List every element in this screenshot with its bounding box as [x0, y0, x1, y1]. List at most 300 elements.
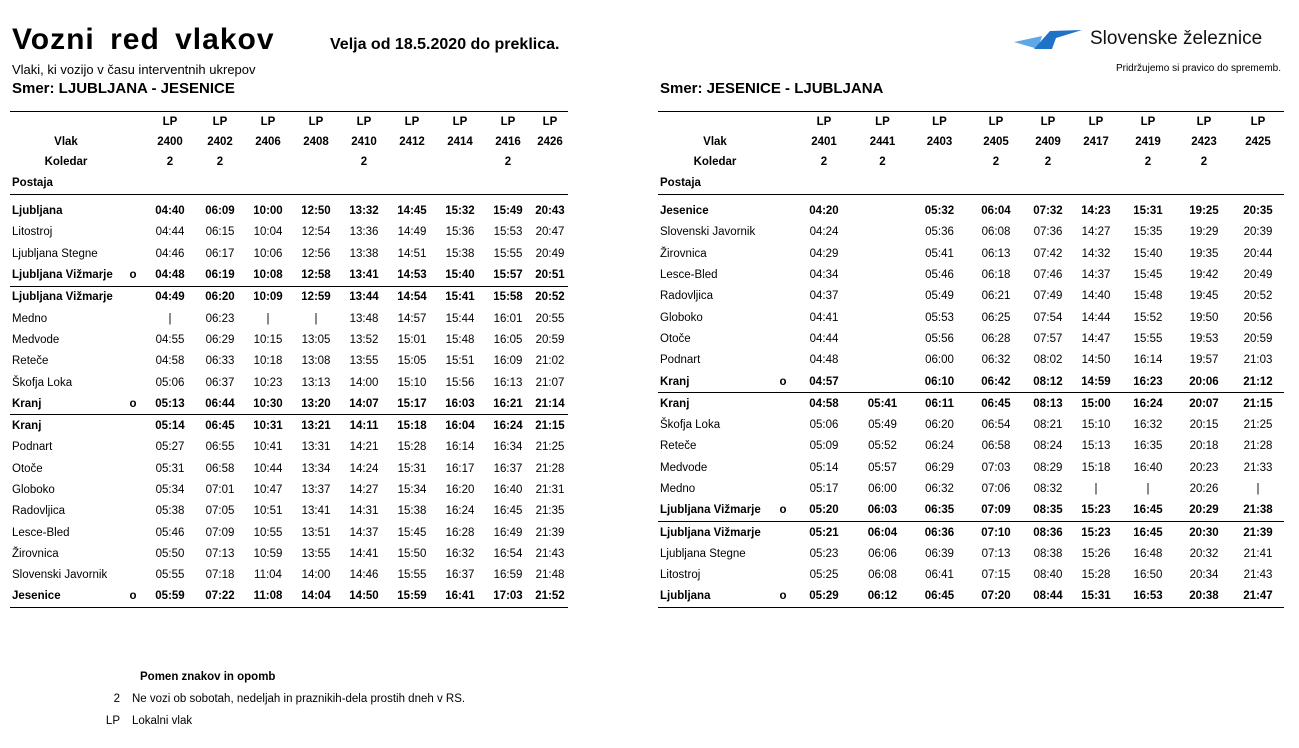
time-cell: 13:05	[301, 333, 331, 346]
station-name: Jesenice	[660, 205, 709, 218]
arrival-mark	[772, 521, 794, 543]
table-row	[10, 201, 568, 222]
time-cell: 20:47	[535, 226, 565, 239]
train-number-row-cell: 2426	[537, 136, 563, 148]
time-cell: 15:40	[1133, 247, 1163, 260]
time-cell: 04:48	[809, 354, 839, 367]
time-cell: 04:48	[144, 264, 196, 286]
time-cell: 06:00	[925, 354, 954, 367]
station-name: Podnart	[12, 441, 53, 454]
calendar-row-cell: 2	[879, 156, 886, 168]
time-cell: 14:57	[397, 312, 427, 325]
time-cell: 20:56	[1243, 311, 1273, 324]
time-cell: 14:23	[1081, 205, 1111, 218]
time-cell: 16:59	[493, 569, 523, 582]
time-cell: 15:26	[1081, 547, 1111, 560]
time-cell	[854, 264, 911, 285]
time-cell: |	[1146, 483, 1150, 495]
time-cell: 15:23	[1072, 500, 1120, 522]
time-cell: 04:58	[155, 355, 185, 368]
time-cell: 07:06	[981, 483, 1011, 495]
time-cell: 04:46	[155, 247, 185, 260]
station-name: Lesce-Bled	[660, 269, 718, 282]
time-cell: 13:36	[349, 226, 379, 239]
time-cell: 17:03	[493, 590, 523, 603]
time-cell: 14:41	[349, 547, 379, 560]
header-label: Vlak	[703, 136, 727, 148]
time-cell: 06:37	[205, 376, 235, 389]
calendar-row-cell	[532, 152, 568, 172]
table-row	[658, 543, 1284, 564]
time-cell: 08:38	[1033, 547, 1063, 560]
time-cell: 16:24	[493, 420, 523, 433]
time-cell: 14:49	[397, 226, 427, 239]
time-cell: 12:54	[301, 226, 331, 239]
table-row	[658, 393, 1284, 415]
timetable-jesenice-ljubljana	[658, 111, 1284, 608]
time-cell: 16:28	[445, 526, 475, 539]
time-cell: 20:30	[1189, 526, 1219, 539]
legend-item	[90, 715, 192, 727]
time-cell: 08:32	[1033, 483, 1063, 495]
time-cell	[854, 286, 911, 307]
direction-left: Smer: LJUBLJANA - JESENICE	[12, 80, 235, 97]
train-type-row-cell: LP	[1250, 116, 1266, 128]
time-cell: 06:17	[205, 247, 235, 260]
time-cell: 12:58	[292, 264, 340, 286]
header-label: Vlak	[54, 136, 78, 148]
time-cell: 21:14	[532, 393, 568, 415]
calendar-row	[10, 152, 568, 172]
time-cell: 05:14	[155, 420, 185, 433]
time-cell: 16:17	[445, 462, 475, 475]
time-cell: 05:57	[868, 461, 897, 474]
arrival-mark	[122, 479, 144, 500]
time-cell: 19:53	[1189, 332, 1219, 345]
time-cell: 05:14	[809, 461, 839, 474]
arrival-mark: o	[129, 590, 137, 603]
time-cell: 05:17	[809, 483, 839, 495]
time-cell: 10:51	[253, 505, 283, 518]
time-cell: 08:13	[1033, 397, 1063, 410]
validity-note: Velja od 18.5.2020 do preklica.	[330, 36, 560, 53]
time-cell: 07:46	[1033, 269, 1063, 282]
table-row	[10, 522, 568, 543]
time-cell: 06:08	[981, 226, 1011, 239]
time-cell: |	[266, 312, 270, 325]
time-cell: 10:23	[253, 376, 283, 389]
table-row	[658, 371, 1284, 393]
table-row	[10, 458, 568, 479]
time-cell: 06:54	[981, 419, 1011, 432]
time-cell: 15:31	[1133, 205, 1163, 218]
time-cell: 06:55	[205, 441, 235, 454]
table-row	[658, 565, 1284, 586]
header-label	[10, 112, 122, 133]
time-cell: 05:50	[155, 547, 185, 560]
time-cell: 15:13	[1081, 440, 1111, 453]
time-cell: 15:38	[397, 505, 427, 518]
time-cell: 20:59	[535, 333, 565, 346]
time-cell: 10:59	[253, 547, 283, 560]
table-row	[658, 500, 1284, 522]
time-cell: 04:24	[809, 226, 839, 239]
table-row	[658, 478, 1284, 499]
time-cell: 10:44	[253, 462, 283, 475]
postaja-label: Postaja	[658, 172, 1284, 194]
time-cell: 06:45	[205, 420, 235, 433]
time-cell: 06:36	[924, 526, 955, 539]
time-cell: 19:42	[1189, 269, 1219, 282]
time-cell: 12:56	[301, 247, 331, 260]
time-cell: 07:15	[981, 569, 1011, 582]
time-cell: 21:43	[535, 547, 565, 560]
time-cell: 10:15	[253, 333, 283, 346]
time-cell: 16:34	[493, 441, 523, 454]
calendar-row-cell	[388, 152, 436, 172]
time-cell: 06:23	[205, 312, 235, 325]
arrival-mark: o	[122, 393, 144, 415]
time-cell: 04:49	[155, 291, 185, 304]
time-cell: 15:44	[445, 312, 475, 325]
time-cell: 04:29	[809, 247, 839, 260]
train-type-row-cell: LP	[932, 116, 947, 128]
train-type-row-cell: LP	[988, 116, 1004, 128]
time-cell: 07:09	[205, 526, 235, 539]
time-cell: 08:29	[1033, 461, 1063, 474]
station-name: Slovenski Javornik	[12, 569, 108, 582]
time-cell: 21:15	[1243, 397, 1273, 410]
time-cell: 16:37	[445, 569, 475, 582]
time-cell: 16:01	[493, 312, 523, 325]
station-name: Lesce-Bled	[12, 526, 70, 539]
time-cell: 15:55	[397, 569, 427, 582]
logo-text: Slovenske železnice	[1090, 28, 1263, 49]
time-cell: 20:52	[535, 291, 565, 304]
station-name: Podnart	[660, 354, 701, 367]
time-cell: 06:28	[981, 332, 1011, 345]
time-cell: 06:18	[981, 269, 1011, 282]
station-name: Radovljica	[12, 505, 66, 518]
time-cell: 12:50	[301, 205, 331, 218]
time-cell: 07:10	[981, 526, 1011, 539]
time-cell: 05:34	[155, 484, 185, 496]
time-cell: 15:10	[397, 376, 427, 389]
train-type-row-cell: LP	[1140, 116, 1156, 128]
calendar-row-cell: 2	[992, 156, 1000, 168]
time-cell: 04:41	[809, 311, 839, 324]
time-cell: 06:04	[867, 526, 898, 539]
time-cell: 10:55	[253, 526, 283, 539]
time-cell: 20:55	[535, 312, 565, 325]
time-cell: 20:35	[1243, 205, 1273, 218]
train-type-row-cell: LP	[542, 116, 558, 128]
time-cell: 16:50	[1133, 569, 1163, 582]
train-number-row-cell: 2416	[495, 136, 521, 148]
time-cell: 05:09	[809, 440, 839, 453]
time-cell: 16:14	[445, 441, 475, 454]
train-type-row-cell: LP	[816, 116, 832, 128]
arrival-mark	[122, 543, 144, 564]
time-cell: 06:29	[205, 333, 235, 346]
time-cell: 16:24	[445, 505, 475, 518]
time-cell: 20:49	[535, 247, 565, 260]
time-cell: 15:50	[397, 547, 427, 560]
time-cell: 19:25	[1189, 205, 1219, 218]
station-name: Globoko	[12, 484, 55, 496]
arrival-mark	[772, 328, 794, 349]
table-row	[658, 328, 1284, 349]
time-cell: 14:59	[1072, 371, 1120, 393]
time-cell: 06:00	[868, 483, 897, 495]
train-type-row-cell: LP	[356, 116, 372, 128]
time-cell: 14:40	[1081, 290, 1111, 303]
time-cell: 04:34	[809, 269, 839, 282]
table-row	[658, 243, 1284, 264]
station-name: Medno	[12, 312, 48, 325]
time-cell: 15:10	[1081, 419, 1111, 432]
time-cell: 14:04	[301, 590, 331, 603]
time-cell: 05:29	[809, 590, 839, 603]
time-cell: 04:37	[809, 290, 839, 303]
time-cell: 13:31	[301, 441, 331, 454]
header-spacer	[772, 132, 794, 152]
time-cell: 21:48	[535, 569, 565, 582]
time-cell: 15:17	[388, 393, 436, 415]
train-number-row-cell: 2414	[447, 136, 473, 148]
time-cell: 21:25	[1243, 419, 1273, 432]
direction-right: Smer: JESENICE - LJUBLJANA	[660, 80, 884, 97]
time-cell: 20:23	[1189, 461, 1219, 474]
arrival-mark	[122, 565, 144, 586]
arrival-mark	[122, 329, 144, 350]
time-cell: 06:15	[205, 226, 235, 239]
calendar-row-cell: 2	[504, 156, 512, 168]
time-cell: |	[1094, 483, 1098, 495]
table-row	[658, 350, 1284, 371]
table-row	[658, 586, 1284, 608]
train-number-row-cell: 2409	[1035, 136, 1061, 148]
time-cell: 14:53	[388, 264, 436, 286]
time-cell: 06:29	[925, 461, 954, 474]
time-cell: 13:21	[301, 420, 331, 433]
time-cell: 16:32	[1133, 419, 1163, 432]
legend-item	[90, 693, 465, 705]
time-cell: 15:28	[1081, 569, 1111, 582]
time-cell: 13:37	[301, 484, 331, 496]
time-cell: 20:18	[1189, 440, 1219, 453]
calendar-row-cell	[244, 152, 292, 172]
time-cell: 05:27	[155, 441, 185, 454]
time-cell: 13:38	[349, 247, 379, 260]
station-name: Medno	[660, 483, 696, 495]
train-number-row-cell: 2405	[983, 136, 1009, 148]
station-name: Otoče	[12, 462, 43, 475]
time-cell: 15:59	[397, 590, 427, 603]
time-cell	[854, 201, 911, 222]
time-cell: 21:43	[1243, 569, 1273, 582]
calendar-row-cell: 2	[820, 156, 828, 168]
calendar-row-cell: 2	[1200, 156, 1208, 168]
time-cell: 15:48	[1133, 290, 1163, 303]
time-cell: 16:23	[1120, 371, 1176, 393]
train-type-row-cell: LP	[308, 116, 324, 128]
train-number-row-cell: 2417	[1083, 136, 1109, 148]
time-cell: 06:58	[981, 440, 1011, 453]
arrival-mark	[122, 458, 144, 479]
time-cell: 15:31	[397, 462, 427, 475]
time-cell: 20:34	[1189, 569, 1219, 582]
time-cell: 08:44	[1033, 590, 1063, 603]
time-cell: 05:46	[155, 526, 185, 539]
header-label	[658, 112, 772, 133]
arrival-mark	[772, 201, 794, 222]
time-cell: 05:36	[925, 226, 954, 239]
table-row	[658, 307, 1284, 328]
time-cell: 06:45	[981, 397, 1011, 410]
table-row	[658, 436, 1284, 457]
time-cell: 10:41	[253, 441, 283, 454]
time-cell: 15:35	[1133, 226, 1163, 239]
time-cell: 06:13	[981, 247, 1011, 260]
time-cell: 10:08	[244, 264, 292, 286]
time-cell: 05:06	[809, 419, 839, 432]
table-row	[10, 501, 568, 522]
time-cell: 05:41	[925, 247, 954, 260]
arrival-mark	[122, 222, 144, 243]
time-cell: 07:13	[205, 547, 235, 560]
arrival-mark	[122, 308, 144, 329]
station-name: Globoko	[660, 311, 703, 324]
time-cell: 14:37	[349, 526, 379, 539]
time-cell: 20:07	[1189, 397, 1219, 410]
time-cell: 15:05	[397, 355, 427, 368]
train-type-row-cell: LP	[500, 116, 516, 128]
logo-mark-icon	[1012, 27, 1084, 51]
time-cell: 16:03	[436, 393, 484, 415]
time-cell: 08:21	[1033, 419, 1063, 432]
arrival-mark	[122, 437, 144, 458]
time-cell: 16:09	[493, 355, 523, 368]
train-number-row-cell: 2412	[399, 136, 425, 148]
time-cell: 14:45	[397, 205, 427, 218]
time-cell: 20:43	[535, 205, 565, 218]
station-name: Ljubljana	[660, 590, 711, 603]
time-cell: 21:39	[1243, 526, 1273, 539]
time-cell: 20:49	[1243, 269, 1273, 282]
time-cell: 08:02	[1033, 354, 1063, 367]
time-cell: 16:14	[1133, 354, 1163, 367]
time-cell: 06:39	[925, 547, 954, 560]
time-cell: 20:52	[1243, 290, 1273, 303]
table-row	[658, 264, 1284, 285]
time-cell: 06:35	[911, 500, 968, 522]
time-cell: 05:31	[155, 462, 185, 475]
train-number-row-cell: 2406	[255, 136, 281, 148]
time-cell: 07:13	[981, 547, 1011, 560]
time-cell: 11:08	[253, 590, 283, 603]
calendar-row-cell	[292, 152, 340, 172]
station-name: Jesenice	[12, 590, 61, 603]
arrival-mark	[772, 414, 794, 435]
station-name: Litostroj	[660, 569, 701, 582]
time-cell: 15:57	[484, 264, 532, 286]
time-cell: 04:57	[794, 371, 854, 393]
time-cell: 15:36	[445, 226, 475, 239]
station-name: Ljubljana Stegne	[12, 247, 98, 260]
time-cell	[854, 371, 911, 393]
legend-text: Ne vozi ob sobotah, nedeljah in praznikih-dela prostih dneh v RS.	[132, 693, 466, 705]
time-cell: 15:55	[493, 247, 523, 260]
time-cell: 21:38	[1232, 500, 1284, 522]
table-row	[10, 243, 568, 264]
time-cell: 15:00	[1081, 397, 1111, 410]
time-cell: 07:42	[1033, 247, 1063, 260]
time-cell: 07:05	[205, 505, 235, 518]
train-number-row	[10, 132, 568, 152]
time-cell: 21:31	[535, 484, 565, 496]
time-cell: 05:59	[155, 590, 185, 603]
time-cell: 06:44	[196, 393, 244, 415]
calendar-row-cell: 2	[216, 156, 224, 168]
time-cell: 13:52	[349, 333, 379, 346]
time-cell: 21:39	[535, 526, 565, 539]
time-cell: 21:28	[1243, 440, 1273, 453]
time-cell: 20:06	[1176, 371, 1232, 393]
calendar-row-cell: 2	[166, 156, 174, 168]
time-cell: 05:20	[794, 500, 854, 522]
table-row	[658, 521, 1284, 543]
calendar-row-cell: 2	[360, 156, 368, 168]
time-cell: 15:55	[1133, 332, 1163, 345]
arrival-mark	[772, 222, 794, 243]
arrival-mark: o	[122, 264, 144, 286]
arrival-mark	[772, 457, 794, 478]
time-cell: 20:26	[1189, 483, 1219, 495]
time-cell: |	[1256, 483, 1260, 495]
time-cell: 05:32	[924, 205, 955, 218]
time-cell: 10:47	[253, 484, 283, 496]
time-cell: 06:21	[981, 290, 1011, 303]
arrival-mark	[772, 264, 794, 285]
time-cell: 06:24	[925, 440, 954, 453]
arrival-mark	[772, 307, 794, 328]
table-row	[10, 393, 568, 415]
legend-text: Lokalni vlak	[132, 715, 193, 727]
calendar-row-cell	[436, 152, 484, 172]
time-cell: 15:40	[436, 264, 484, 286]
station-name: Žirovnica	[660, 247, 707, 260]
time-cell: 08:12	[1024, 371, 1072, 393]
calendar-row-cell	[1232, 152, 1284, 172]
arrival-mark	[122, 286, 144, 308]
time-cell: 16:45	[1133, 526, 1163, 539]
train-number-row-cell: 2419	[1135, 136, 1161, 148]
time-cell: 08:24	[1033, 440, 1063, 453]
calendar-row-cell	[1072, 152, 1120, 172]
train-number-row-cell: 2403	[926, 136, 953, 148]
time-cell: 13:34	[301, 462, 331, 475]
time-cell: 15:28	[397, 441, 427, 454]
time-cell: 07:54	[1033, 311, 1063, 324]
time-cell: 20:15	[1189, 419, 1219, 432]
station-name: Ljubljana Vižmarje	[658, 500, 772, 522]
time-cell: 05:52	[868, 440, 897, 453]
time-cell: 05:55	[155, 569, 185, 582]
time-cell: 19:35	[1189, 247, 1219, 260]
time-cell: 05:21	[809, 526, 839, 539]
time-cell: 04:44	[809, 332, 839, 345]
